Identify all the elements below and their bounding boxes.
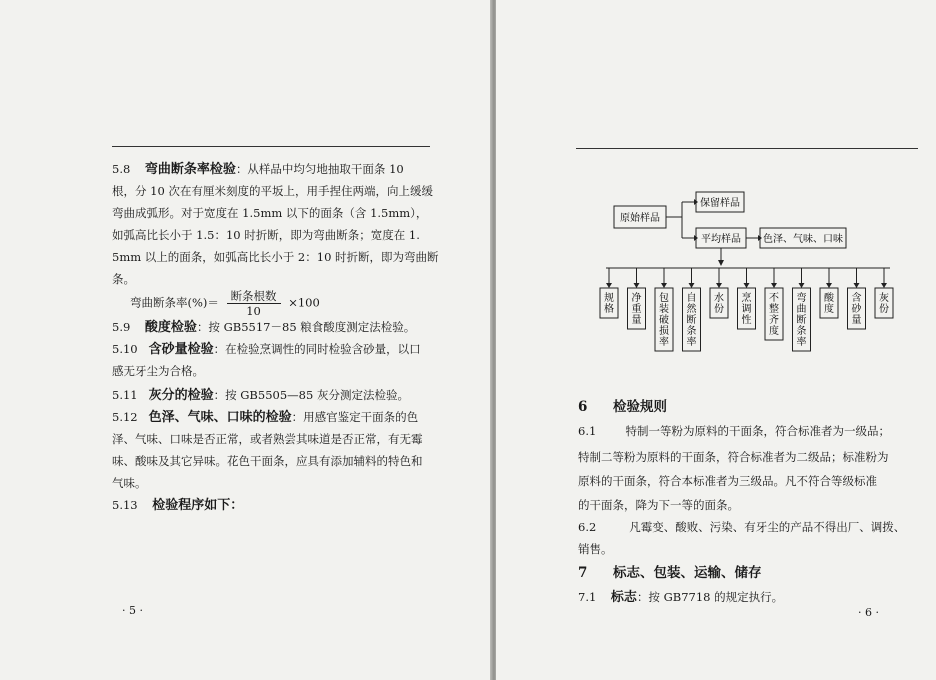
section-number: 5.12 xyxy=(112,410,138,424)
section-title: 含砂量检验 xyxy=(148,342,214,357)
body-line: 的干面条，降为下一等的面条。 xyxy=(578,498,739,512)
test-arrow xyxy=(771,283,777,288)
section-title: 灰分的检验 xyxy=(148,388,214,403)
body-line: 特制二等粉为原料的干面条，符合标准者为二级品；标准粉为 xyxy=(578,450,889,464)
section-title: 标志 xyxy=(610,590,637,605)
test-boxes xyxy=(600,268,893,351)
section-title: 酸度检验 xyxy=(144,320,197,335)
test-label: 含砂量 xyxy=(851,293,862,326)
body-line: 销售。 xyxy=(578,542,613,556)
section-title: 标志、包装、运输、储存 xyxy=(613,565,762,581)
body-line: 感无牙尘为合格。 xyxy=(112,364,204,378)
body-line: 味、酸味及其它异味。花色干面条，应具有添加辅料的特色和 xyxy=(112,454,423,468)
section-number: 5.13 xyxy=(112,498,138,512)
body-text: ：在检验烹调性的同时检验含砂量，以口 xyxy=(213,342,421,356)
test-arrow xyxy=(606,283,612,288)
formula-denominator: 10 xyxy=(246,304,261,318)
header-rule xyxy=(576,148,918,149)
section-5-13 xyxy=(112,494,243,517)
test-label: 酸度 xyxy=(824,293,834,315)
test-label: 不整齐度 xyxy=(769,293,779,337)
section-5-12 xyxy=(112,406,418,429)
section-number: 5.11 xyxy=(112,388,138,402)
body-text: 特制一等粉为原料的干面条，符合标准者为一级品； xyxy=(625,424,891,438)
section-number: 5.8 xyxy=(112,162,131,176)
test-label: 水份 xyxy=(714,293,724,315)
section-title: 检验规则 xyxy=(613,399,667,415)
section-6-heading xyxy=(578,396,667,418)
header-rule xyxy=(112,146,430,147)
right-page xyxy=(496,0,936,680)
color-smell-taste-label: 色泽、气味、口味 xyxy=(763,234,843,245)
test-label: 净重量 xyxy=(631,293,642,326)
section-number: 5.9 xyxy=(112,320,131,334)
test-arrow xyxy=(799,283,805,288)
section-7-1 xyxy=(578,586,783,609)
test-arrow xyxy=(716,283,722,288)
page-number: · 5 · xyxy=(122,604,143,617)
section-7-heading xyxy=(578,562,762,584)
section-number: 6.1 xyxy=(578,424,597,438)
page-number: · 6 · xyxy=(858,606,879,619)
body-line: 弯曲成弧形。对于宽度在 1.5mm 以下的面条（含 1.5mm）， xyxy=(112,206,428,220)
average-sample-label: 平均样品 xyxy=(701,234,741,245)
body-line: 气味。 xyxy=(112,476,147,490)
section-5-10 xyxy=(112,338,421,361)
body-line: 泽、气味、口味是否正常，或者熟尝其味道是否正常，有无霉 xyxy=(112,432,423,446)
body-text: ：按 GB5517－85 粮食酸度测定法检验。 xyxy=(196,320,416,334)
section-5-9 xyxy=(112,316,415,339)
test-label: 弯曲断条率 xyxy=(796,293,807,348)
retained-sample-label: 保留样品 xyxy=(700,198,740,209)
section-number: 7 xyxy=(578,565,588,581)
section-title: 检验程序如下： xyxy=(152,498,244,513)
body-line: 条。 xyxy=(112,272,135,286)
section-number: 7.1 xyxy=(578,590,597,604)
section-6-1-line-1 xyxy=(578,420,890,442)
formula-numerator: 断条根数 xyxy=(227,289,281,304)
body-text: ：从样品中均匀地抽取干面条 10 xyxy=(235,162,404,176)
test-arrow xyxy=(881,283,887,288)
test-label: 规格 xyxy=(604,293,614,315)
body-line: 原料的干面条，符合本标准者为三级品。凡不符合等级标准 xyxy=(578,474,877,488)
test-arrow xyxy=(854,283,860,288)
original-sample-label: 原始样品 xyxy=(620,213,660,224)
body-line: 如弧高比长小于 1.5：10 时折断，即为弯曲断条；宽度在 1. xyxy=(112,228,420,242)
body-line: 根，分 10 次在有厘米刻度的平坂上，用手捏住两端，向上缓缓 xyxy=(112,184,433,198)
section-title: 色泽、气味、口味的检验 xyxy=(148,410,292,425)
body-text: ：用感官鉴定干面条的色 xyxy=(291,410,419,424)
test-label: 包装破损率 xyxy=(659,293,669,348)
test-label: 自然断条率 xyxy=(686,293,697,348)
inspection-flowchart xyxy=(496,180,936,370)
section-6-2-line-1 xyxy=(578,516,905,538)
formula-rhs: ×100 xyxy=(288,295,320,310)
formula-lhs: 弯曲断条率(%)＝ xyxy=(130,295,219,310)
body-text: ：按 GB7718 的规定执行。 xyxy=(636,590,784,604)
section-5-11 xyxy=(112,384,409,407)
body-line: 5mm 以上的面条，如弧高比长小于 2：10 时折断，即为弯曲断 xyxy=(112,250,439,264)
section-number: 5.10 xyxy=(112,342,138,356)
test-label: 烹调性 xyxy=(741,293,752,326)
formula-fraction xyxy=(227,289,281,318)
test-arrow xyxy=(661,283,667,288)
section-number: 6.2 xyxy=(578,520,597,534)
section-title: 弯曲断条率检验 xyxy=(144,162,236,177)
formula xyxy=(130,289,320,318)
section-number: 6 xyxy=(578,399,588,415)
test-arrow xyxy=(744,283,750,288)
test-arrow xyxy=(689,283,695,288)
test-arrow xyxy=(634,283,640,288)
section-5-8-line-1 xyxy=(112,158,404,181)
test-arrow xyxy=(826,283,832,288)
body-text: ：按 GB5505—85 灰分测定法检验。 xyxy=(213,388,409,402)
test-label: 灰份 xyxy=(879,293,889,315)
body-text: 凡霉变、酸败、污染、有牙尘的产品不得出厂、调拨、 xyxy=(629,520,906,534)
